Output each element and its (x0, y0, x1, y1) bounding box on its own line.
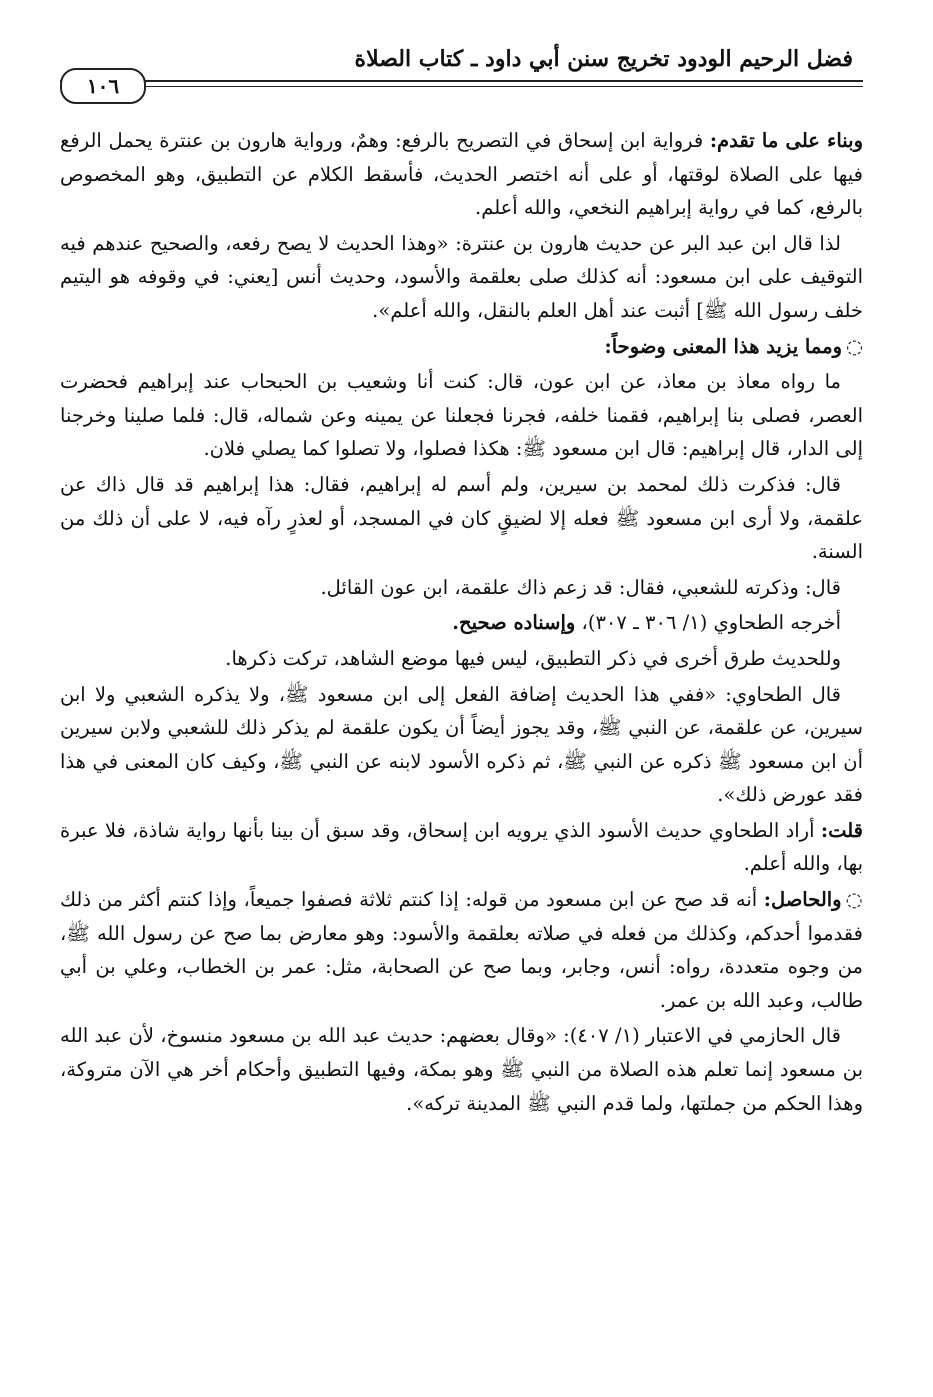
paragraph-text: فرواية ابن إسحاق في التصريح بالرفع: وهمٌ، ورواية هارون بن عنترة يحمل الرفع فيها على الصلاة لوقتها، أو على أنه اختصر الحديث، فأسقط الكلام عن التطبيق، وهو المخصوص بالرفع، كما في رواية إبراهيم النخعي، والله أعلم. (60, 129, 863, 220)
paragraph (60, 606, 863, 640)
bullet-icon: ◌ (845, 888, 864, 912)
header-rule-thin (60, 86, 863, 87)
paragraph (60, 365, 863, 466)
page-header (60, 40, 863, 106)
paragraph-text: قال الحازمي في الاعتبار (١/ ٤٠٧): «وقال بعضهم: حديث عبد الله بن مسعود منسوخ، لأن عبد الله بن مسعود إنما تعلم هذه الصلاة من النبي ﷺ وهو بمكة، وفيها التطبيق وأحكام أخر هي الآن متروكة، وهذا الحكم من جملتها، ولما قدم النبي ﷺ المدينة تركه». (60, 1024, 863, 1115)
paragraph-text: أراد الطحاوي حديث الأسود الذي يرويه ابن إسحاق، وقد سبق أن بينا بأنها رواية شاذة، فلا عبرة بها، والله أعلم. (60, 818, 863, 876)
page-body (60, 124, 863, 1122)
paragraph (60, 1019, 863, 1120)
paragraph-text: وللحديث طرق أخرى في ذكر التطبيق، ليس فيها موضع الشاهد، تركت ذكرها. (225, 646, 841, 670)
paragraph (60, 571, 863, 605)
paragraph-text: قال الطحاوي: «ففي هذا الحديث إضافة الفعل إلى ابن مسعود ﷺ، ولا يذكره الشعبي ولا ابن سيرين، عن علقمة، عن النبي ﷺ، وقد يجوز أيضاً أن يكون علقمة لم يذكر ذلك للشعبي ولابن سيرين أن ابن مسعود ﷺ ذكره عن النبي ﷺ، ثم ذكره الأسود لابنه عن النبي ﷺ، وكيف كان المعنى في هذا فقد عورض ذلك». (60, 682, 863, 807)
paragraph-lead: والحاصل: (763, 888, 842, 912)
paragraph-text: قال: وذكرته للشعبي، فقال: قد زعم ذاك علقمة، ابن عون القائل. (320, 575, 841, 599)
paragraph-lead: ومما يزيد هذا المعنى وضوحاً: (604, 334, 842, 358)
isnad-verdict: وإسناده صحيح. (452, 611, 576, 635)
paragraph (60, 883, 863, 1017)
bullet-icon: ◌ (845, 334, 863, 358)
page-number: ١٠٦ (60, 68, 146, 104)
paragraph (60, 642, 863, 676)
paragraph (60, 468, 863, 569)
paragraph-text: أخرجه الطحاوي (١/ ٣٠٦ ـ ٣٠٧)، (575, 611, 841, 635)
paragraph-text: لذا قال ابن عبد البر عن حديث هارون بن عنترة: «وهذا الحديث لا يصح رفعه، والصحيح عندهم فيه التوقيف على ابن مسعود: أنه كذلك صلى بعلقمة والأسود، وحديث أنس [يعني: في وقوفه هو اليتيم خلف رسول الله ﷺ] أثبت عند أهل العلم بالنقل، والله أعلم». (60, 231, 863, 322)
paragraph-text: أنه قد صح عن ابن مسعود من قوله: إذا كنتم ثلاثة فصفوا جميعاً، وإذا كنتم أكثر من ذلك فقدموا أحدكم، وكذلك من فعله في صلاته بعلقمة والأسود: وهو معارض بما صح عن رسول الله ﷺ، من وجوه متعددة، رواه: أنس، وجابر، وبما صح عن الصحابة، مثل: عمر بن الخطاب، وعلي بن أبي طالب، وعبد الله بن عمر. (60, 888, 863, 1012)
paragraph-text: قال: فذكرت ذلك لمحمد بن سيرين، ولم أسم له إبراهيم، فقال: هذا إبراهيم قد قال ذاك عن علقمة، ولا أرى ابن مسعود ﷺ فعله إلا لضيقٍ كان في المسجد، أو لعذرٍ رآه فيه، لا على أن ذلك من السنة. (60, 472, 863, 564)
running-title: فضل الرحيم الودود تخريج سنن أبي داود ـ كتاب الصلاة (354, 46, 853, 72)
paragraph-lead: قلت: (820, 818, 863, 842)
paragraph-lead: وبناء على ما تقدم: (709, 129, 864, 152)
header-rule (60, 80, 863, 82)
paragraph (60, 814, 863, 881)
paragraph (60, 124, 863, 225)
section-heading (60, 330, 863, 364)
paragraph (60, 678, 863, 812)
book-page (60, 40, 863, 1377)
paragraph (60, 227, 863, 328)
paragraph-text: ما رواه معاذ بن معاذ، عن ابن عون، قال: كنت أنا وشعيب بن الحبحاب عند إبراهيم فحضرت العصر، فصلى بنا إبراهيم، فقمنا خلفه، فجرنا فجعلنا عن يمينه وعن شماله، قال: فلما صلينا وخرجنا إلى الدار، قال إبراهيم: قال ابن مسعود ﷺ: هكذا فصلوا، ولا تصلوا كما يصلي فلان. (60, 370, 863, 461)
